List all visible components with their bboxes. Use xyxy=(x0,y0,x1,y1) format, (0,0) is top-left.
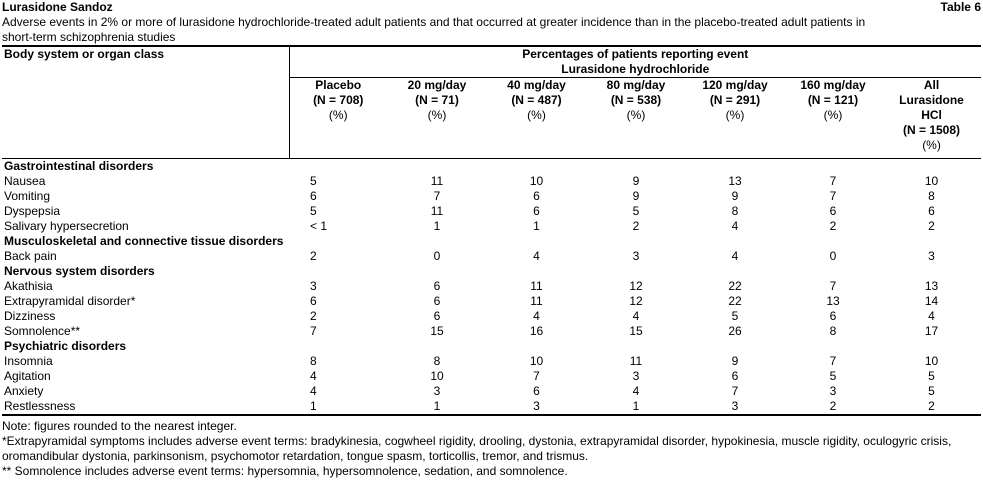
cell-value: 3 xyxy=(632,369,640,383)
cell-value xyxy=(289,159,387,175)
column-header-6 xyxy=(882,78,981,159)
cell-value xyxy=(686,159,784,175)
cell-value xyxy=(487,159,586,175)
row-label: Somnolence** xyxy=(4,324,81,338)
cell-value: 17 xyxy=(924,324,939,338)
cell-value: 4 xyxy=(928,309,935,323)
column-header-line: (%) xyxy=(922,138,941,152)
cell-value: 1 xyxy=(289,399,387,415)
row-label: Akathisia xyxy=(4,279,53,293)
section-label: Gastrointestinal disorders xyxy=(4,159,154,173)
cell-value: 4 xyxy=(731,249,739,263)
cell-value xyxy=(387,234,487,249)
section-label: Nervous system disorders xyxy=(4,264,155,278)
cell-value: 11 xyxy=(629,354,643,368)
cell-value: 1 xyxy=(586,399,686,415)
footnote: Note: figures rounded to the nearest integer. xyxy=(2,419,237,433)
cell-value: 6 xyxy=(533,204,540,218)
group-header-line2: Lurasidone hydrochloride xyxy=(561,62,710,76)
table-row xyxy=(2,384,981,399)
column-header-line: (N = 487) xyxy=(511,93,562,107)
group-header-line1: Percentages of patients reporting event xyxy=(522,47,749,61)
column-header-line: All xyxy=(923,78,940,92)
column-header-line: Lurasidone xyxy=(899,93,964,107)
column-header-line: (%) xyxy=(427,108,447,122)
cell-value: 7 xyxy=(829,354,837,368)
table-row xyxy=(2,279,981,294)
cell-value: 4 xyxy=(731,219,739,233)
column-header-line: 20 mg/day xyxy=(407,78,467,92)
cell-value: 4 xyxy=(632,309,640,323)
cell-value xyxy=(586,234,686,249)
cell-value: 6 xyxy=(433,294,441,308)
column-header-line: 120 mg/day xyxy=(702,78,768,92)
cell-value: 6 xyxy=(731,369,739,383)
cell-value: 7 xyxy=(433,189,441,203)
row-label: Dyspepsia xyxy=(4,204,61,218)
cell-value xyxy=(882,159,981,175)
cell-value: 10 xyxy=(924,354,939,368)
column-header-5 xyxy=(784,78,882,159)
cell-value: 7 xyxy=(829,174,837,188)
cell-value: 7 xyxy=(310,324,317,338)
cell-value: 5 xyxy=(928,369,935,383)
cell-value: < 1 xyxy=(310,219,328,233)
cell-value: 8 xyxy=(731,204,739,218)
cell-value xyxy=(586,159,686,175)
table-row xyxy=(2,369,981,384)
cell-value xyxy=(784,339,882,354)
cell-value: 1 xyxy=(533,219,540,233)
row-label: Agitation xyxy=(4,369,51,383)
cell-value: 8 xyxy=(928,189,935,203)
cell-value: 3 xyxy=(928,249,935,263)
cell-value: 10 xyxy=(529,354,544,368)
row-label: Anxiety xyxy=(4,384,44,398)
cell-value: 22 xyxy=(728,279,742,293)
cell-value: 7 xyxy=(533,369,540,383)
cell-value xyxy=(784,264,882,279)
cell-value xyxy=(784,159,882,175)
cell-value: 6 xyxy=(829,309,837,323)
table-row xyxy=(2,204,981,219)
cell-value: 3 xyxy=(632,249,640,263)
cell-value: 0 xyxy=(829,249,837,263)
cell-value: 6 xyxy=(433,279,441,293)
cell-value: 8 xyxy=(829,324,837,338)
cell-value: 14 xyxy=(924,294,939,308)
column-header-line: 160 mg/day xyxy=(800,78,866,92)
cell-value: 4 xyxy=(310,384,317,398)
cell-value: 6 xyxy=(829,204,837,218)
cell-value: 15 xyxy=(430,324,444,338)
cell-value: 4 xyxy=(632,384,640,398)
cell-value: 10 xyxy=(529,174,544,188)
section-row xyxy=(2,234,981,249)
column-header-0 xyxy=(289,78,387,159)
cell-value: 11 xyxy=(430,174,444,188)
cell-value xyxy=(882,339,981,354)
cell-value xyxy=(586,339,686,354)
cell-value: 10 xyxy=(924,174,939,188)
cell-value: 2 xyxy=(784,399,882,415)
cell-value: 2 xyxy=(928,219,935,233)
cell-value: 5 xyxy=(310,204,317,218)
table-row xyxy=(2,324,981,339)
cell-value xyxy=(586,264,686,279)
cell-value: 3 xyxy=(487,399,586,415)
column-header-line: Placebo xyxy=(315,78,362,92)
cell-value: 3 xyxy=(310,279,317,293)
column-header-line: (N = 291) xyxy=(709,93,761,107)
cell-value: 3 xyxy=(686,399,784,415)
cell-value: 22 xyxy=(728,294,742,308)
cell-value: 26 xyxy=(728,324,742,338)
column-header-line: (%) xyxy=(527,108,546,122)
footnote: ** Somnolence includes adverse event terms: hypersomnia, hypersomnolence, sedation, and somnolence. xyxy=(2,464,568,478)
cell-value: 13 xyxy=(924,279,939,293)
cell-value: 4 xyxy=(533,249,540,263)
cell-value: 4 xyxy=(533,309,540,323)
cell-value xyxy=(289,234,387,249)
cell-value: 2 xyxy=(632,219,640,233)
cell-value: 0 xyxy=(433,249,441,263)
cell-value: 13 xyxy=(728,174,742,188)
cell-value xyxy=(882,234,981,249)
column-header-line: HCl xyxy=(921,108,942,122)
table-row xyxy=(2,189,981,204)
column-header-line: (N = 708) xyxy=(313,93,364,107)
footnote: *Extrapyramidal symptoms includes adverse event terms: bradykinesia, cogwheel rigidity, drooling, dystonia, extrapyramidal disorder, hypokinesia, muscle rigidity, oculogyric crisis, oromandibular dystonia, parkinsonism, psychomotor retardation, tongue spasm, torticollis, tremor, and trismus. xyxy=(2,434,952,463)
column-header-2 xyxy=(487,78,586,159)
cell-value xyxy=(882,264,981,279)
footnotes xyxy=(2,419,981,479)
cell-value xyxy=(487,339,586,354)
cell-value xyxy=(784,234,882,249)
cell-value xyxy=(387,264,487,279)
row-label: Back pain xyxy=(4,249,57,263)
cell-value: 12 xyxy=(629,279,643,293)
column-header-line: (%) xyxy=(725,108,745,122)
cell-value xyxy=(686,234,784,249)
cell-value: 3 xyxy=(433,384,441,398)
cell-value: 16 xyxy=(529,324,544,338)
row-label: Extrapyramidal disorder* xyxy=(4,294,136,308)
table-row xyxy=(2,249,981,264)
cell-value: 9 xyxy=(632,174,640,188)
cell-value xyxy=(289,264,387,279)
column-header-line: (N = 121) xyxy=(807,93,859,107)
section-row xyxy=(2,264,981,279)
cell-value: 1 xyxy=(433,219,441,233)
column-header-line: (%) xyxy=(328,108,348,122)
column-header-line: (N = 538) xyxy=(610,93,662,107)
table-row xyxy=(2,174,981,189)
cell-value: 6 xyxy=(928,204,935,218)
section-label: Musculoskeletal and connective tissue disorders xyxy=(4,234,284,248)
column-header-line: (N = 1508) xyxy=(903,123,961,137)
row-label: Salivary hypersecretion xyxy=(4,219,129,233)
row-label: Insomnia xyxy=(4,354,53,368)
row-label: Nausea xyxy=(4,174,46,188)
column-header-4 xyxy=(686,78,784,159)
cell-value: 5 xyxy=(632,204,640,218)
cell-value: 3 xyxy=(829,384,837,398)
product-title: Lurasidone Sandoz xyxy=(2,0,113,14)
row-header: Body system or organ class xyxy=(2,46,289,159)
cell-value: 13 xyxy=(826,294,840,308)
cell-value: 11 xyxy=(530,294,543,308)
column-header-line: 80 mg/day xyxy=(606,78,666,92)
cell-value: 6 xyxy=(310,189,317,203)
row-label: Restlessness xyxy=(2,399,289,415)
cell-value: 5 xyxy=(829,369,837,383)
cell-value: 2 xyxy=(829,219,837,233)
cell-value: 6 xyxy=(533,189,540,203)
cell-value: 5 xyxy=(310,174,317,188)
row-label: Vomiting xyxy=(4,189,51,203)
cell-value xyxy=(387,339,487,354)
cell-value: 15 xyxy=(629,324,643,338)
cell-value xyxy=(487,264,586,279)
table-caption: Adverse events in 2% or more of lurasidone hydrochloride-treated adult patients and that occurred at greater incidence than in the placebo-treated adult patients in short-term schizophrenia studies xyxy=(2,15,866,44)
table-row xyxy=(2,399,981,415)
title-bar xyxy=(2,0,981,15)
cell-value: 7 xyxy=(829,189,837,203)
cell-value xyxy=(686,339,784,354)
section-row xyxy=(2,159,981,175)
adverse-events-table xyxy=(2,45,981,416)
cell-value: 2 xyxy=(882,399,981,415)
cell-value: 11 xyxy=(530,279,543,293)
table-row xyxy=(2,294,981,309)
cell-value: 12 xyxy=(629,294,643,308)
cell-value: 10 xyxy=(430,369,444,383)
group-header xyxy=(289,46,981,78)
table-row xyxy=(2,309,981,324)
column-header-line: (N = 71) xyxy=(415,93,459,107)
cell-value: 5 xyxy=(928,384,935,398)
table-row xyxy=(2,354,981,369)
cell-value xyxy=(289,339,387,354)
cell-value: 9 xyxy=(632,189,640,203)
cell-value: 6 xyxy=(310,294,317,308)
cell-value: 4 xyxy=(310,369,317,383)
cell-value: 9 xyxy=(731,189,739,203)
cell-value: 11 xyxy=(430,204,444,218)
table-row xyxy=(2,219,981,234)
section-row xyxy=(2,339,981,354)
column-header-3 xyxy=(586,78,686,159)
cell-value: 6 xyxy=(533,384,540,398)
row-label: Dizziness xyxy=(4,309,56,323)
cell-value: 6 xyxy=(433,309,441,323)
cell-value: 8 xyxy=(310,354,317,368)
column-header-1 xyxy=(387,78,487,159)
column-header-line: (%) xyxy=(823,108,843,122)
cell-value: 2 xyxy=(310,309,317,323)
cell-value xyxy=(686,264,784,279)
section-label: Psychiatric disorders xyxy=(4,339,127,353)
column-header-line: (%) xyxy=(626,108,646,122)
table-number: Table 6 xyxy=(940,0,981,14)
cell-value xyxy=(487,234,586,249)
column-header-line: 40 mg/day xyxy=(507,78,566,92)
cell-value: 2 xyxy=(310,249,317,263)
cell-value: 8 xyxy=(433,354,441,368)
cell-value: 5 xyxy=(731,309,739,323)
cell-value: 7 xyxy=(829,279,837,293)
cell-value: 1 xyxy=(387,399,487,415)
cell-value: 7 xyxy=(731,384,739,398)
cell-value: 9 xyxy=(731,354,739,368)
cell-value xyxy=(387,159,487,175)
